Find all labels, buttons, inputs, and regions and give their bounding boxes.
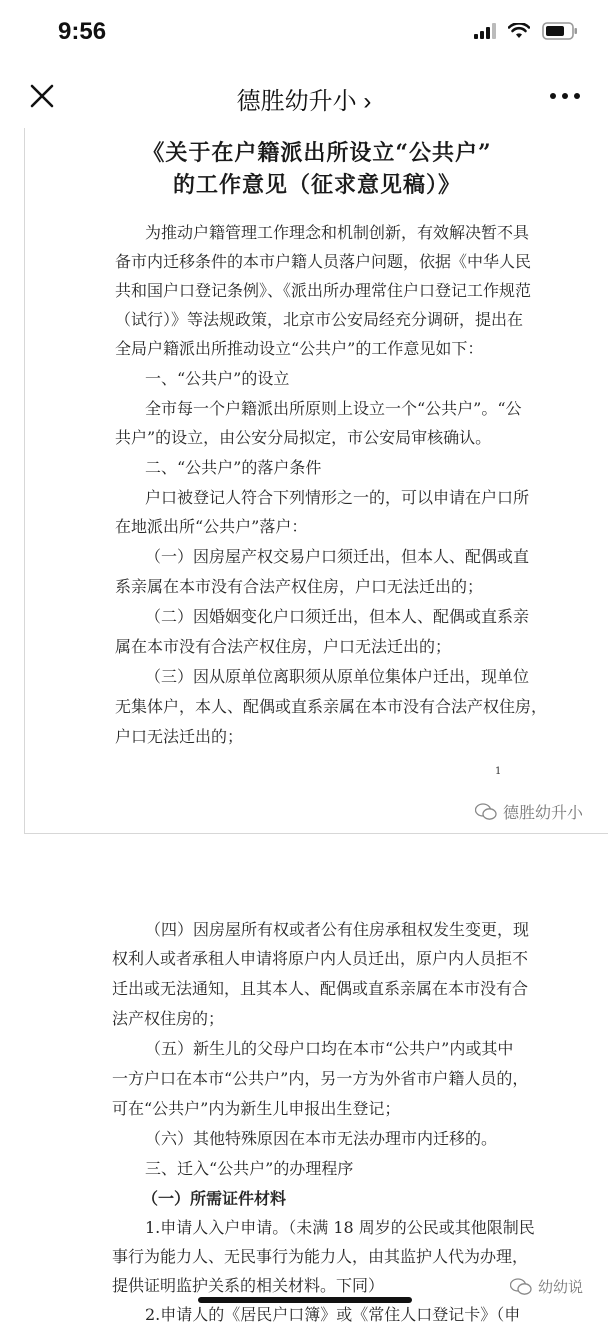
- doc-paragraph-line: 全局户籍派出所推动设立“公共户”的工作意见如下：: [115, 339, 484, 358]
- doc-paragraph-line: 系亲属在本市没有合法产权住房，户口无法迁出的；: [115, 577, 484, 596]
- doc-paragraph-line: 提供证明监护关系的相关材料。下同）: [112, 1276, 385, 1295]
- doc-title-line-1: 《关于在户籍派出所设立“公共户”: [142, 140, 492, 166]
- doc-title-line-2: 的工作意见（征求意见稿）》: [172, 172, 461, 198]
- watermark-text: 幼幼说: [538, 1279, 584, 1296]
- nav-bar: [0, 64, 608, 130]
- doc-paragraph-line: （五）新生儿的父母户口均在本市“公共户”内或其中: [145, 1039, 514, 1058]
- more-icon[interactable]: [548, 82, 582, 110]
- doc-paragraph-line: （二）因婚姻变化户口须迁出，但本人、配偶或直系亲: [145, 607, 530, 626]
- doc-paragraph-line: （试行）》等法规政策，北京市公安局经充分调研，提出在: [115, 310, 524, 329]
- doc-paragraph-line: 迁出或无法通知，且其本人、配偶或直系亲属在本市没有合: [112, 979, 529, 998]
- home-indicator[interactable]: [198, 1297, 412, 1303]
- account-title-link[interactable]: 德胜幼升小 ›: [236, 88, 372, 115]
- doc-paragraph-line: 事行为能力人、无民事行为能力人，由其监护人代为办理，: [112, 1247, 529, 1266]
- doc-paragraph-line: 1.申请人入户申请。（未满 18 周岁的公民或其他限制民: [145, 1218, 535, 1237]
- doc-section-heading: 三、迁入“公共户”的办理程序: [145, 1159, 354, 1178]
- doc-paragraph-line: 备市内迁移条件的本市户籍人员落户问题，依据《中华人民: [115, 252, 532, 271]
- signal-icon: [474, 23, 496, 39]
- doc-paragraph-line: 属在本市没有合法产权住房，户口无法迁出的；: [115, 637, 452, 656]
- status-icons: [474, 22, 578, 40]
- doc-paragraph-line: 无集体户，本人、配偶或直系亲属在本市没有合法产权住房，: [115, 697, 548, 716]
- doc-paragraph-line: 法产权住房的；: [112, 1009, 225, 1028]
- doc-paragraph-line: 共户”的设立，由公安分局拟定，市公安局审核确认。: [115, 428, 492, 447]
- doc-paragraph-line: 户口无法迁出的；: [115, 727, 244, 746]
- doc-section-heading: 一、“公共户”的设立: [145, 369, 290, 388]
- doc-subsection-heading: （一）所需证件材料: [142, 1189, 287, 1208]
- doc-paragraph-line: 2.申请人的《居民户口簿》或《常住人口登记卡》（申: [145, 1305, 521, 1324]
- account-watermark-2: [510, 1276, 583, 1297]
- status-time: 9:56: [58, 18, 107, 45]
- wechat-icon: [510, 1278, 532, 1296]
- page-number: 1: [495, 766, 502, 777]
- doc-section-heading: 二、“公共户”的落户条件: [145, 458, 322, 477]
- watermark-text: 德胜幼升小: [503, 805, 584, 822]
- doc-paragraph-line: （六）其他特殊原因在本市无法办理市内迁移的。: [145, 1129, 498, 1148]
- doc-paragraph-line: （四）因房屋所有权或者公有住房承租权发生变更，现: [145, 920, 530, 939]
- doc-paragraph-line: 全市每一个户籍派出所原则上设立一个“公共户”。“公: [145, 399, 522, 418]
- wechat-icon: [475, 803, 497, 821]
- doc-paragraph-line: 共和国户口登记条例》、《派出所办理常住户口登记工作规范: [115, 281, 532, 300]
- doc-paragraph-line: 在地派出所“公共户”落户：: [115, 517, 308, 536]
- battery-icon: [542, 22, 578, 40]
- wifi-icon: [508, 23, 530, 39]
- document-page-1: [24, 128, 608, 834]
- doc-paragraph-line: 一方户口在本市“公共户”内，另一方为外省市户籍人员的，: [112, 1069, 529, 1088]
- doc-paragraph-line: 可在“公共户”内为新生儿申报出生登记；: [112, 1099, 401, 1118]
- doc-paragraph-line: （三）因从原单位离职须从原单位集体户迁出，现单位: [145, 667, 530, 686]
- doc-paragraph-line: 为推动户籍管理工作理念和机制创新，有效解决暂不具: [145, 223, 530, 242]
- account-watermark: [475, 800, 583, 823]
- doc-paragraph-line: 权利人或者承租人申请将原户内人员迁出，原户内人员拒不: [112, 949, 529, 968]
- status-bar: [0, 0, 608, 64]
- doc-paragraph-line: （一）因房屋产权交易户口须迁出，但本人、配偶或直: [145, 547, 530, 566]
- doc-paragraph-line: 户口被登记人符合下列情形之一的，可以申请在户口所: [145, 488, 530, 507]
